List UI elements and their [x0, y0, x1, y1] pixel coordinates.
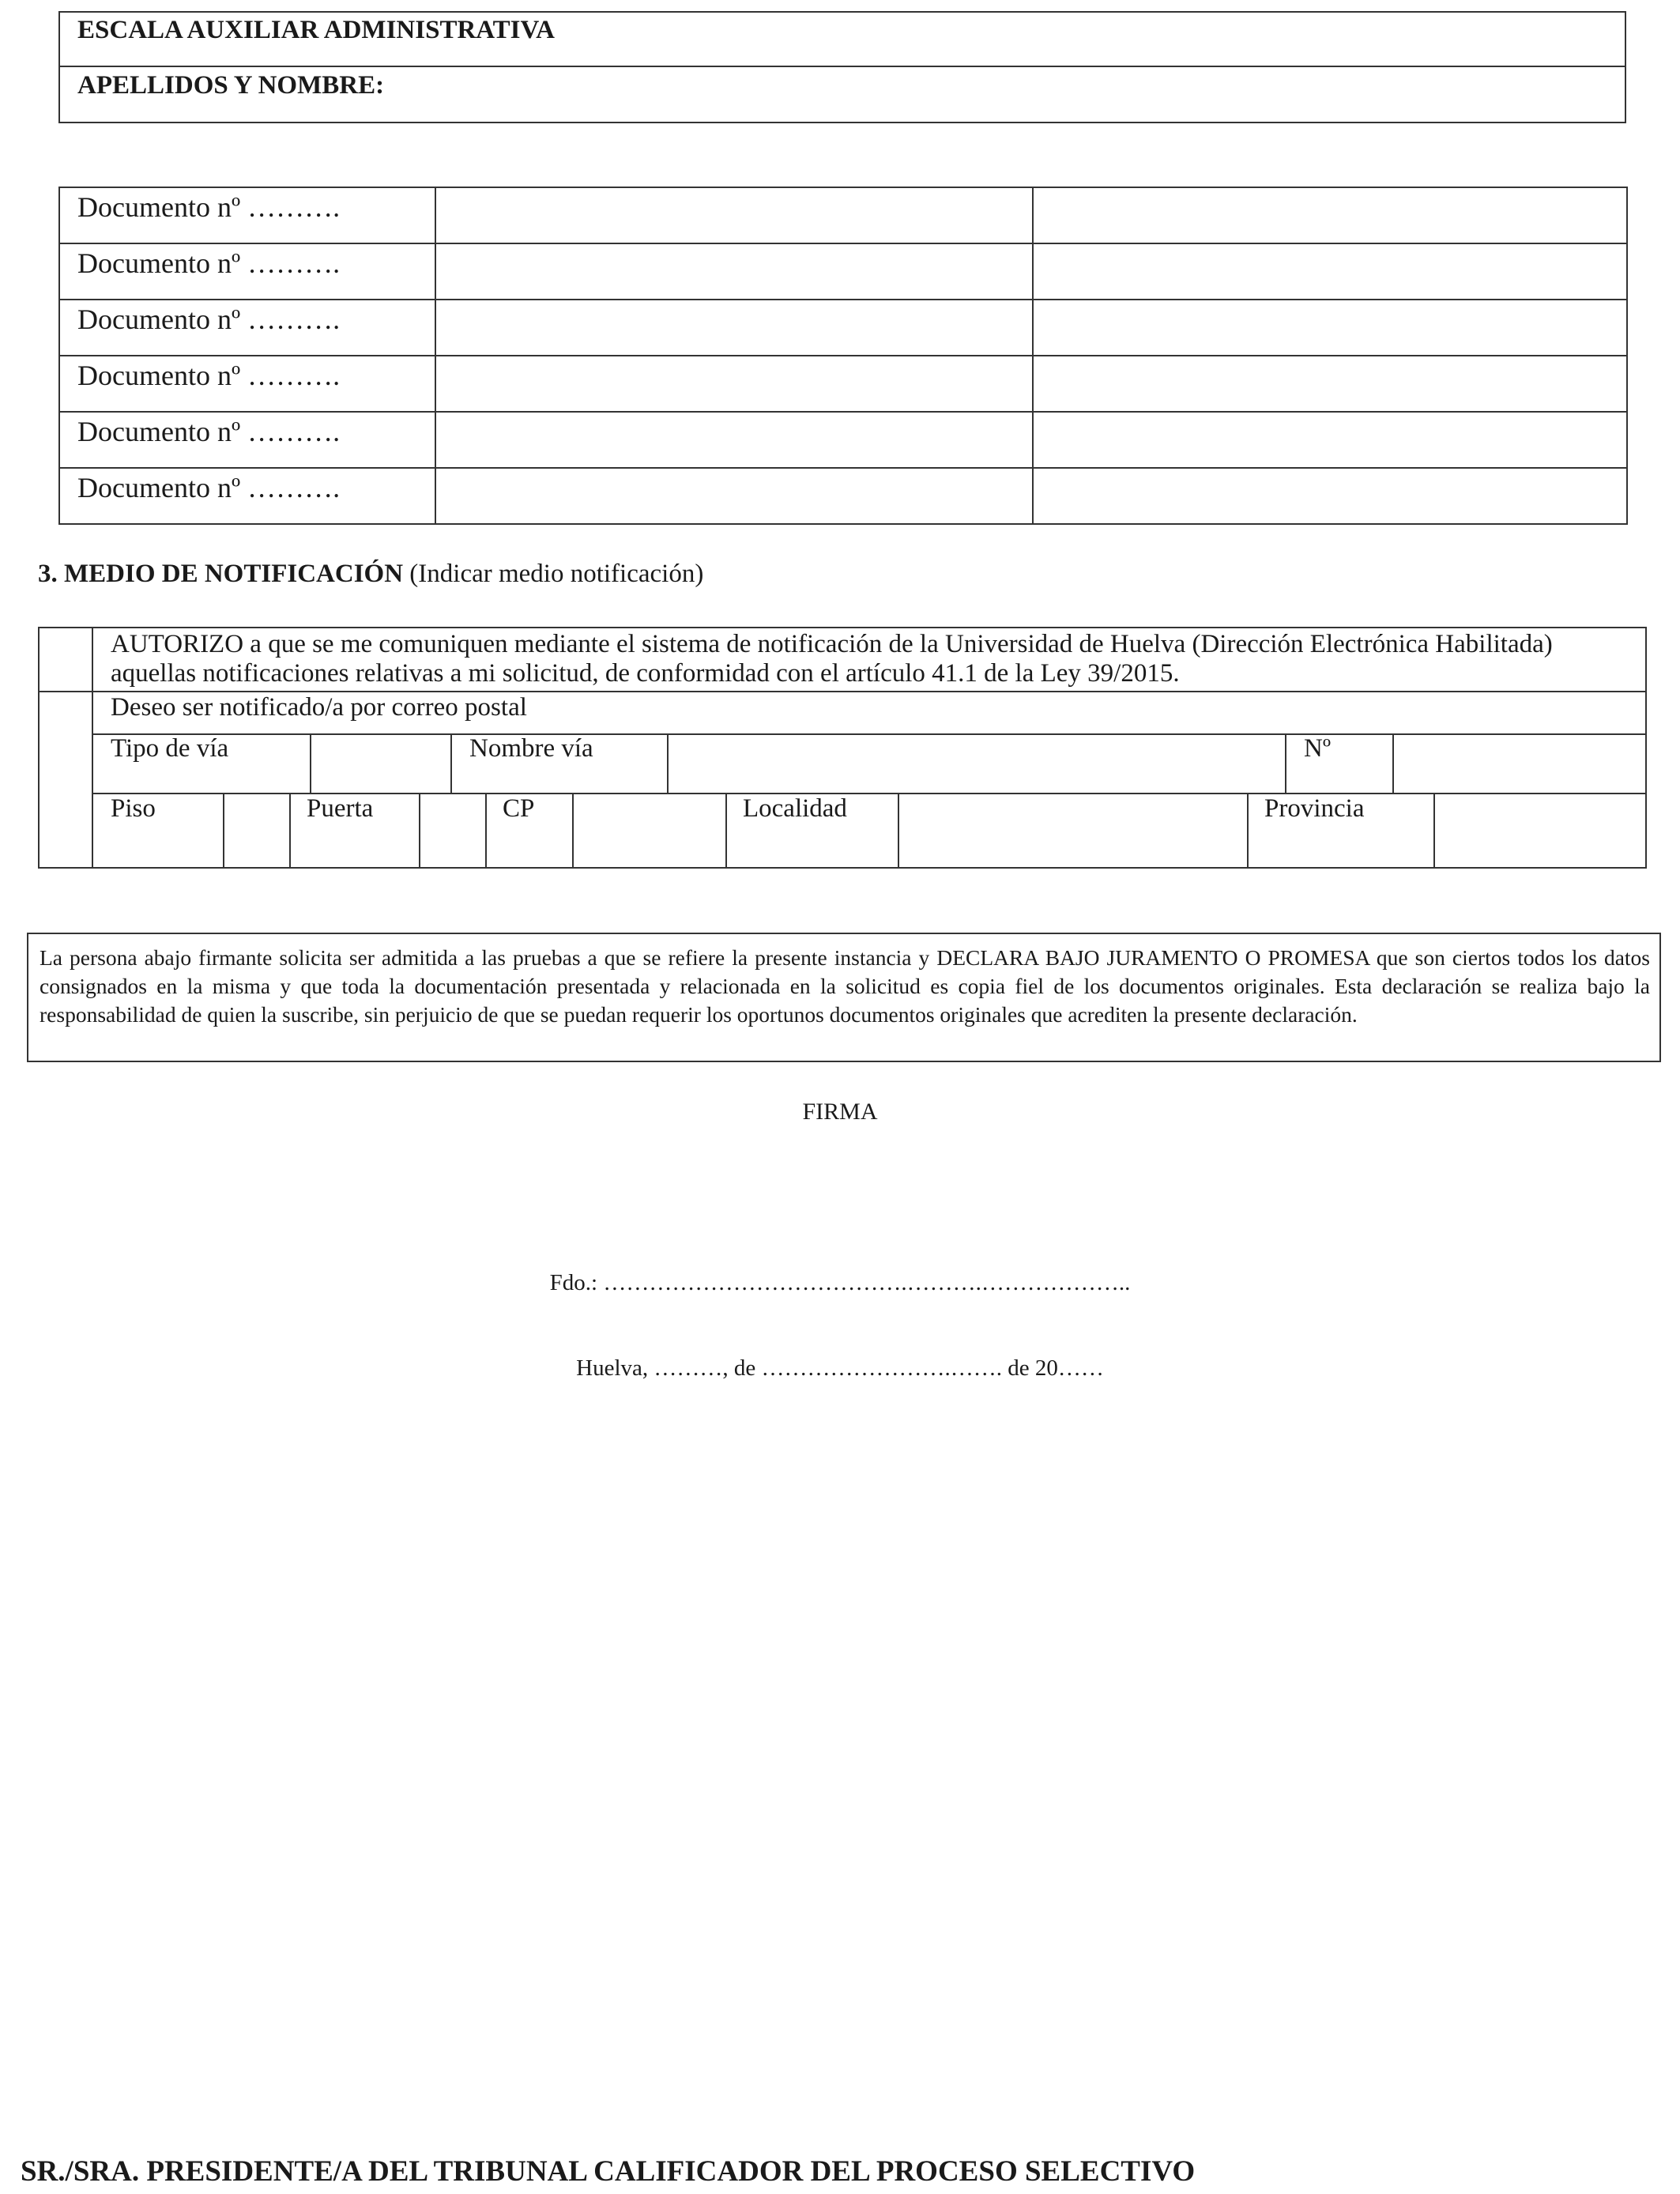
- document-label: Documento nº ……….: [59, 243, 435, 300]
- notification-box: [38, 627, 1647, 869]
- section-3-title-bold: 3. MEDIO DE NOTIFICACIÓN: [38, 560, 404, 588]
- place-date-line[interactable]: Huelva, ………, de …………………….……. de 20……: [576, 1355, 1104, 1381]
- table-row: [59, 300, 1627, 356]
- numero-field[interactable]: [1394, 735, 1645, 793]
- autorizo-text-line2: aquellas notificaciones relativas a mi solicitud, de conformidad con el artículo 41.1 de la Ley 39/2015.: [111, 659, 1180, 688]
- provincia-label: Provincia: [1264, 794, 1365, 823]
- autorizo-text-line1: AUTORIZO a que se me comuniquen mediante el sistema de notificación de la Universidad de Huelva (Dirección Electrónica Habilitada): [111, 630, 1553, 658]
- cell-divider: [289, 793, 291, 867]
- document-field-a[interactable]: [435, 300, 1033, 356]
- table-row: [59, 356, 1627, 412]
- cell-divider: [450, 733, 452, 793]
- cell-divider: [485, 793, 487, 867]
- postal-checkbox[interactable]: [40, 692, 92, 867]
- document-field-b[interactable]: [1033, 243, 1627, 300]
- document-field-b[interactable]: [1033, 187, 1627, 243]
- document-field-a[interactable]: [435, 356, 1033, 412]
- numero-label: Nº: [1304, 734, 1332, 763]
- provincia-field[interactable]: [1435, 794, 1645, 867]
- localidad-field[interactable]: [899, 794, 1247, 867]
- document-label: Documento nº ……….: [59, 300, 435, 356]
- row-divider: [40, 691, 1645, 692]
- puerta-label: Puerta: [307, 794, 374, 823]
- document-label: Documento nº ……….: [59, 187, 435, 243]
- cell-divider: [725, 793, 727, 867]
- apellidos-label: APELLIDOS Y NOMBRE:: [77, 71, 385, 100]
- section-3-title-note: (Indicar medio notificación): [403, 560, 704, 588]
- autorizo-checkbox[interactable]: [40, 628, 92, 691]
- document-field-a[interactable]: [435, 243, 1033, 300]
- signed-by-line[interactable]: Fdo.: ………………………………….……….………………..: [549, 1270, 1131, 1295]
- document-field-b[interactable]: [1033, 356, 1627, 412]
- document-label: Documento nº ……….: [59, 412, 435, 468]
- table-row: [59, 468, 1627, 524]
- document-field-b[interactable]: [1033, 300, 1627, 356]
- document-field-b[interactable]: [1033, 468, 1627, 524]
- tipo-via-label: Tipo de vía: [111, 734, 229, 763]
- tipo-via-field[interactable]: [311, 735, 450, 793]
- piso-field[interactable]: [224, 794, 289, 867]
- escala-label: ESCALA AUXILIAR ADMINISTRATIVA: [77, 16, 555, 44]
- document-field-b[interactable]: [1033, 412, 1627, 468]
- cp-label: CP: [503, 794, 535, 823]
- piso-label: Piso: [111, 794, 156, 823]
- section-3-title: [38, 560, 703, 589]
- nombre-via-field[interactable]: [669, 735, 1285, 793]
- checkbox-column-divider: [92, 628, 93, 867]
- cell-divider: [1247, 793, 1249, 867]
- cp-field[interactable]: [574, 794, 725, 867]
- firma-label: FIRMA: [802, 1099, 878, 1125]
- document-field-a[interactable]: [435, 468, 1033, 524]
- document-field-a[interactable]: [435, 187, 1033, 243]
- declaration-box: La persona abajo firmante solicita ser admitida a las pruebas a que se refiere la presente instancia y DECLARA BAJO JURAMENTO O PROMESA que son ciertos todos los datos consignados en la misma y que toda la documentación presentada y relacionada en la solicitud es copia fiel de los documentos originales. Esta declaración se realiza bajo la responsabilidad de quien la suscribe, sin perjuicio de que se puedan requerir los oportunos documentos originales que acrediten la presente declaración.: [27, 933, 1661, 1062]
- table-row: [59, 243, 1627, 300]
- table-row: [59, 187, 1627, 243]
- header-box: [58, 11, 1626, 123]
- postal-text: Deseo ser notificado/a por correo postal: [111, 693, 527, 722]
- document-label: Documento nº ……….: [59, 468, 435, 524]
- localidad-label: Localidad: [743, 794, 847, 823]
- documents-table: [58, 187, 1628, 525]
- puerta-field[interactable]: [420, 794, 485, 867]
- cell-divider: [1285, 733, 1286, 793]
- document-label: Documento nº ……….: [59, 356, 435, 412]
- document-field-a[interactable]: [435, 412, 1033, 468]
- table-row: [59, 412, 1627, 468]
- nombre-via-label: Nombre vía: [469, 734, 593, 763]
- header-divider: [60, 66, 1625, 67]
- footer-addressee: SR./SRA. PRESIDENTE/A DEL TRIBUNAL CALIFICADOR DEL PROCESO SELECTIVO: [21, 2155, 1196, 2188]
